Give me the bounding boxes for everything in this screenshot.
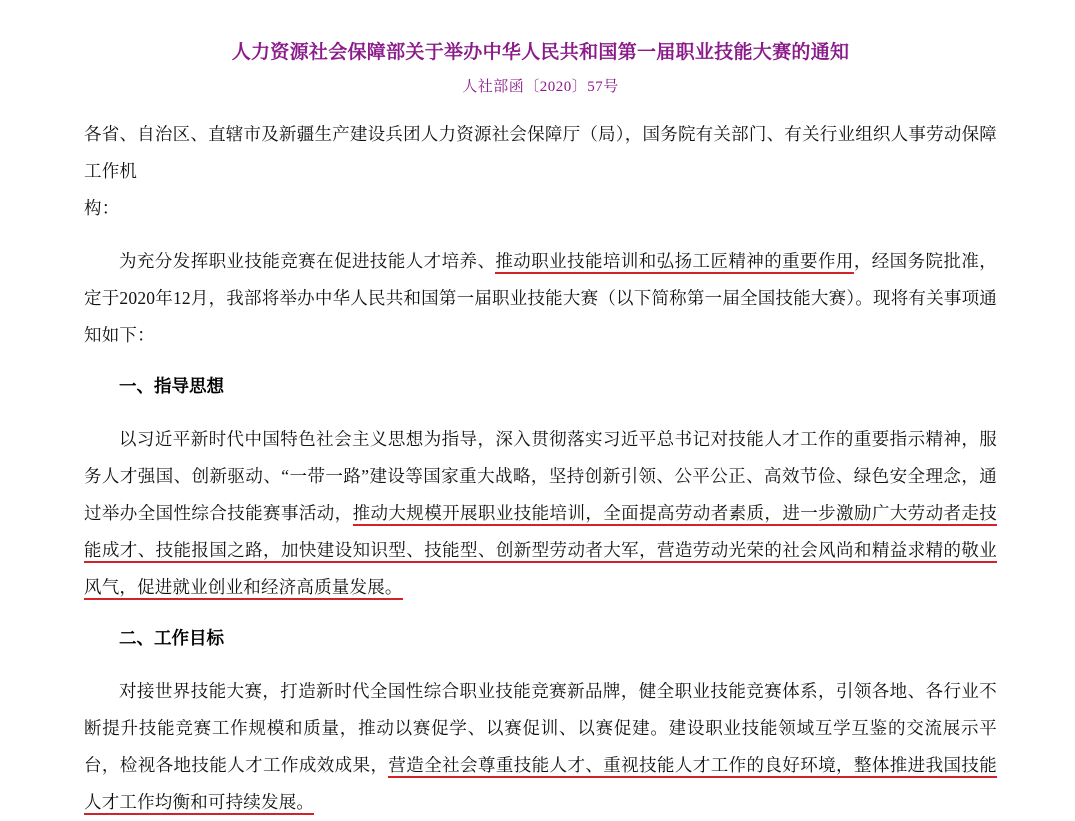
- section-1-text: 以习近平新时代中国特色社会主义思想为指导，深入贯彻落实习近平总书记对技能人才工作的重要指示精神，服务人才强国、创新驱动、“一带一路”建设等国家重大战略，坚持创新引领、公平公正、高效节俭、绿色安全理念，通过举办全国性综合技能赛事活动，: [84, 429, 997, 523]
- section-1-paragraph: [84, 421, 997, 606]
- document-title-text: 人力资源社会保障部关于举办中华人民共和国第一届职业技能大赛的通知: [231, 42, 850, 63]
- recipients-paragraph: [84, 116, 997, 227]
- recipients-line-1: 各省、自治区、直辖市及新疆生产建设兵团人力资源社会保障厅（局），国务院有关部门、有关行业组织人事劳动保障工作机: [84, 124, 997, 181]
- section-1-highlight: 推动大规模开展职业技能培训，全面提高劳动者素质，进一步激励广大劳动者走技能成才、技能报国之路，加快建设知识型、技能型、创新型劳动者大军，营造劳动光荣的社会风尚和精益求精的敬业风气，促进就业创业和经济高质量发展。: [84, 503, 997, 600]
- intro-text-part-2: ，经国务院批准，定于2020年12月，我部将举办中华人民共和国第一届职业技能大赛（以下简称第一届全国技能大赛）。现将有关事项通知如下：: [84, 251, 997, 345]
- recipients-line-2: 构：: [84, 198, 120, 218]
- section-heading-2: 二、工作目标: [119, 628, 224, 648]
- document-title: [84, 38, 997, 68]
- section-heading-1: 一、指导思想: [119, 376, 224, 396]
- intro-text-part-1: 为充分发挥职业技能竞赛在促进技能人才培养、: [119, 251, 496, 271]
- intro-paragraph: [84, 243, 997, 354]
- document-number: 人社部函〔2020〕57号: [462, 79, 619, 95]
- section-2-text: 对接世界技能大赛，打造新时代全国性综合职业技能竞赛新品牌，健全职业技能竞赛体系，引领各地、各行业不断提升技能竞赛工作规模和质量，推动以赛促学、以赛促训、以赛促建。建设职业技能领域互学互鉴的交流展示平台，检视各地技能人才工作成效成果，: [84, 681, 997, 775]
- intro-highlight: 推动职业技能培训和弘扬工匠精神的重要作用: [495, 251, 853, 274]
- section-2-paragraph: [84, 673, 997, 821]
- section-2-highlight: 营造全社会尊重技能人才、重视技能人才工作的良好环境，整体推进我国技能人才工作均衡和可持续发展。: [84, 755, 997, 815]
